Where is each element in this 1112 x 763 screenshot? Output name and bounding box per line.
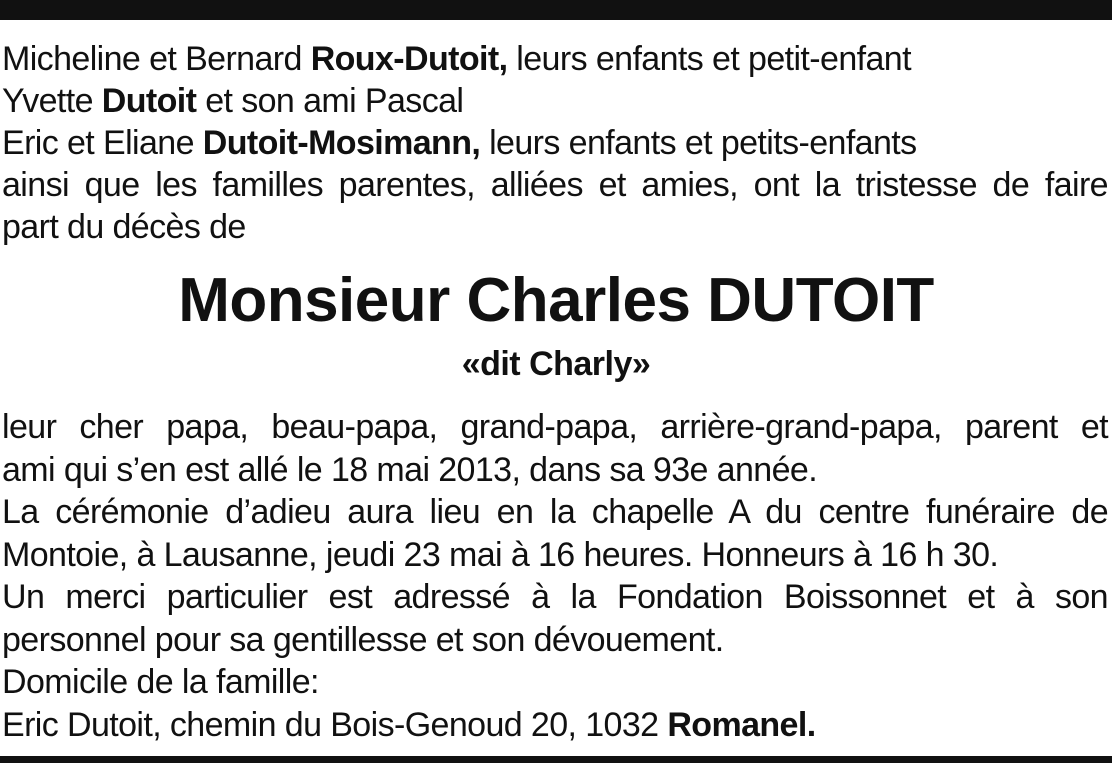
family-line-text: Micheline et Bernard <box>2 40 311 78</box>
address-text: Eric Dutoit, chemin du Bois-Genoud 20, 1032 <box>2 705 668 744</box>
deceased-heading <box>0 266 1112 382</box>
thanks-line-1: Un merci particulier est adressé à la Fondation Boissonnet et à son <box>2 578 1108 616</box>
family-line-text: et son ami Pascal <box>196 82 464 120</box>
top-border-rule <box>0 0 1112 20</box>
deceased-nickname: «dit Charly» <box>461 345 651 383</box>
family-line-text: Eric et Eliane <box>2 124 203 162</box>
relation-line-1: leur cher papa, beau-papa, grand-papa, arrière-grand-papa, parent et <box>2 408 1108 446</box>
notice-body <box>2 406 1108 746</box>
family-announcement <box>2 38 1108 248</box>
domicile-label: Domicile de la famille: <box>2 663 319 701</box>
ceremony-line-1: La cérémonie d’adieu aura lieu en la chapelle A du centre funéraire de <box>2 493 1108 531</box>
family-surname: Dutoit-Mosimann, <box>202 124 481 162</box>
family-line-mosimann <box>2 122 1108 164</box>
family-surname: Roux-Dutoit, <box>310 40 508 78</box>
family-line-text: Yvette <box>2 82 102 120</box>
deceased-name: Monsieur Charles DUTOIT <box>178 266 934 335</box>
ceremony-line-2: Montoie, à Lausanne, jeudi 23 mai à 16 heures. Honneurs à 16 h 30. <box>2 535 999 574</box>
thanks-line-2: personnel pour sa gentillesse et son dévouement. <box>2 620 724 659</box>
family-line-text: leurs enfants et petits-enfants <box>480 124 917 162</box>
family-surname: Dutoit <box>101 82 197 120</box>
families-line: ainsi que les familles parentes, alliées et amies, ont la tristesse de faire <box>2 166 1108 204</box>
bottom-border-rule <box>0 756 1112 763</box>
announcement-line: part du décès de <box>2 208 246 246</box>
family-address <box>2 704 1108 747</box>
address-town: Romanel. <box>667 705 816 744</box>
family-line-text: leurs enfants et petit-enfant <box>507 40 911 78</box>
family-line-yvette <box>2 80 1108 122</box>
family-line-roux-dutoit <box>2 38 1108 80</box>
relation-line-2: ami qui s’en est allé le 18 mai 2013, dans sa 93e année. <box>2 450 818 489</box>
